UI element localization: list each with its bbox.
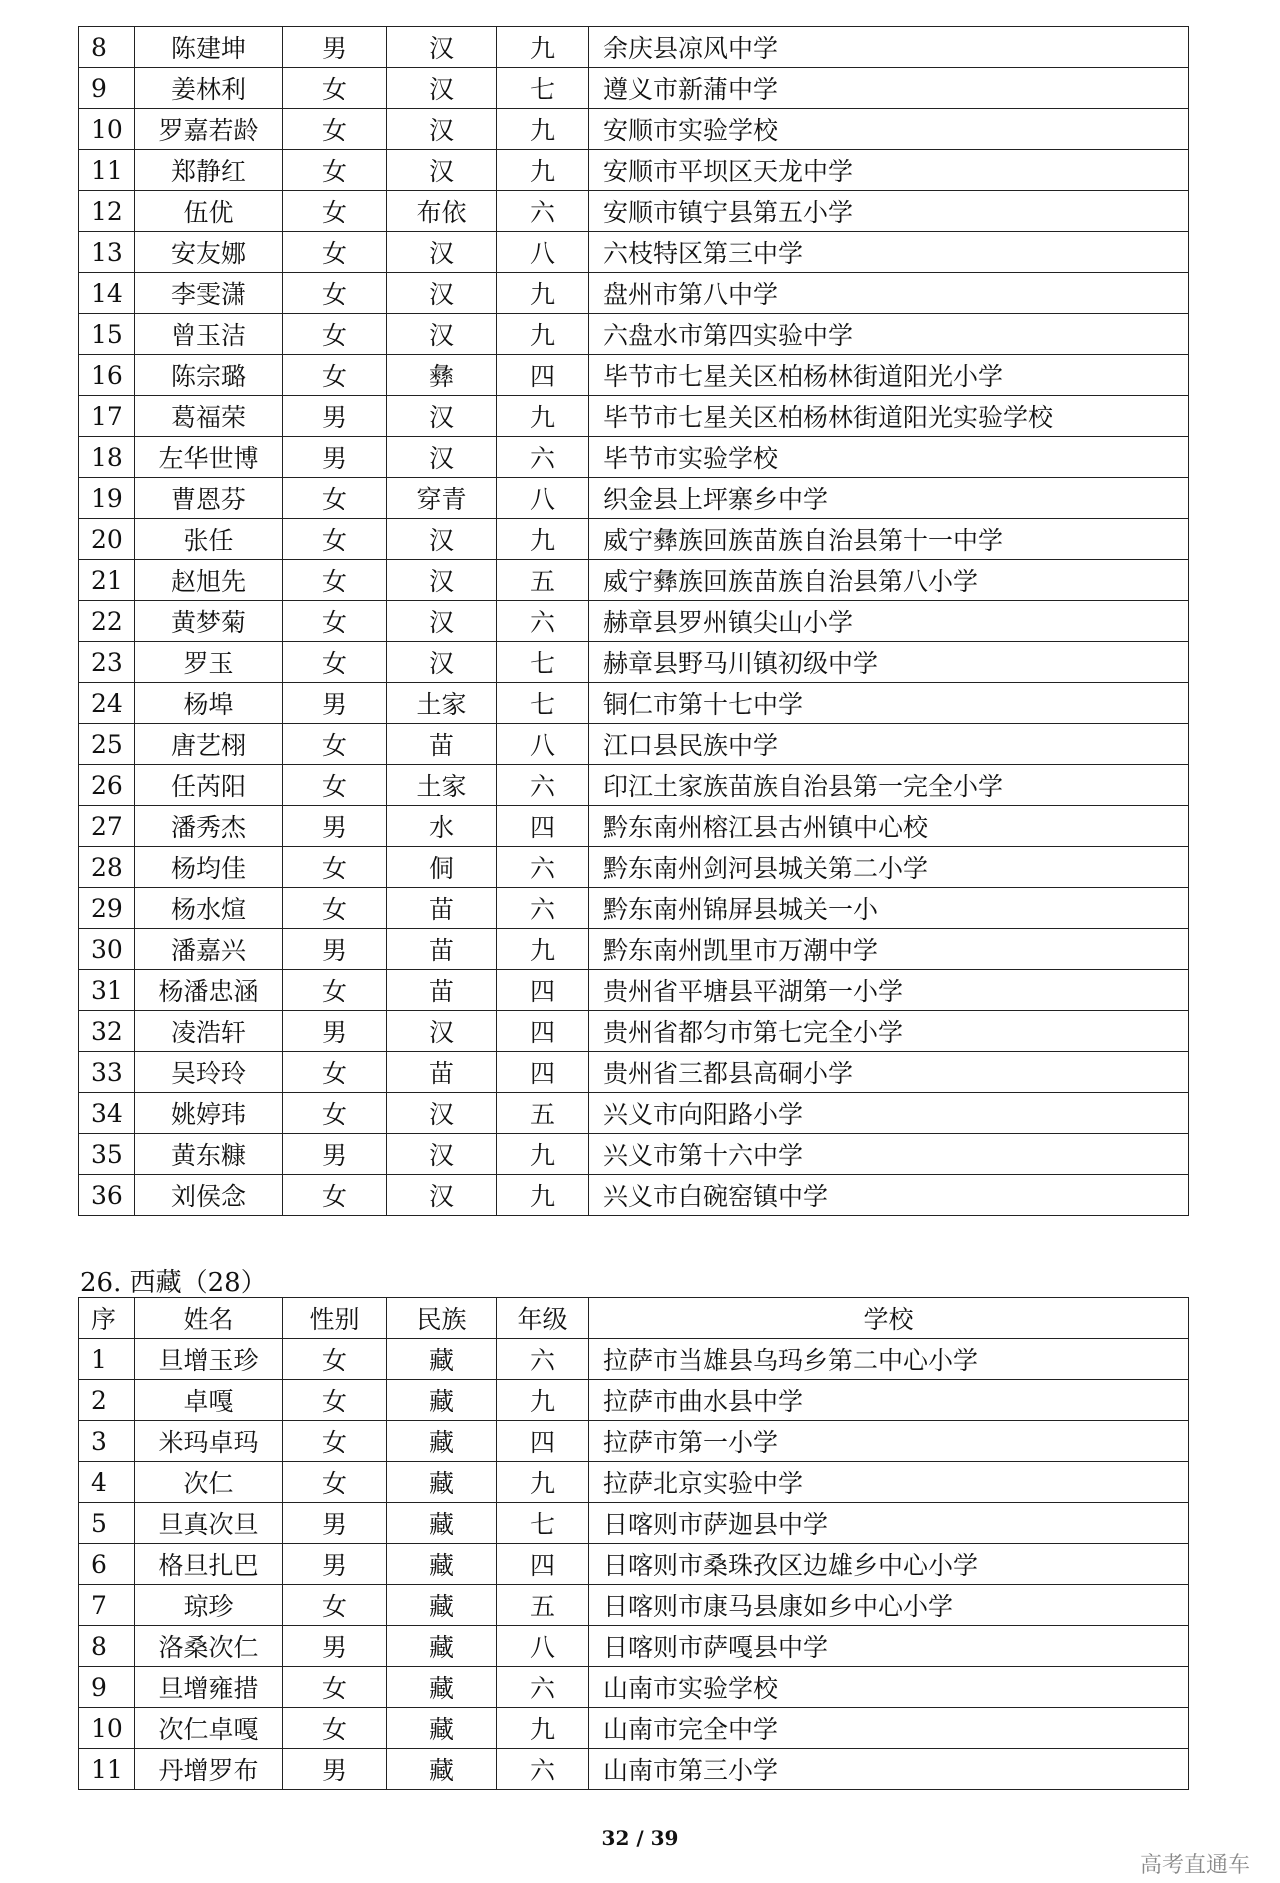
cell-grade: 七 <box>497 642 589 683</box>
cell-gender: 女 <box>283 1462 387 1503</box>
cell-gender: 女 <box>283 888 387 929</box>
cell-gender: 女 <box>283 601 387 642</box>
cell-grade: 四 <box>497 1544 589 1585</box>
cell-school: 盘州市第八中学 <box>589 273 1189 314</box>
cell-gender: 男 <box>283 1544 387 1585</box>
cell-ethnicity: 土家 <box>387 765 497 806</box>
header-school: 学校 <box>589 1298 1189 1339</box>
cell-ethnicity: 穿青 <box>387 478 497 519</box>
cell-school: 六枝特区第三中学 <box>589 232 1189 273</box>
table-row <box>79 806 1189 847</box>
cell-grade: 六 <box>497 765 589 806</box>
header-gender: 性别 <box>283 1298 387 1339</box>
cell-school: 赫章县罗州镇尖山小学 <box>589 601 1189 642</box>
table-row <box>79 1134 1189 1175</box>
cell-gender: 女 <box>283 724 387 765</box>
table-row <box>79 1380 1189 1421</box>
cell-school: 山南市完全中学 <box>589 1708 1189 1749</box>
cell-grade: 四 <box>497 1011 589 1052</box>
cell-seq: 32 <box>79 1011 135 1052</box>
cell-seq: 5 <box>79 1503 135 1544</box>
cell-seq: 10 <box>79 109 135 150</box>
cell-ethnicity: 汉 <box>387 1011 497 1052</box>
cell-seq: 11 <box>79 1749 135 1790</box>
cell-ethnicity: 藏 <box>387 1749 497 1790</box>
cell-ethnicity: 汉 <box>387 642 497 683</box>
cell-seq: 35 <box>79 1134 135 1175</box>
cell-name: 黄东糠 <box>135 1134 283 1175</box>
cell-ethnicity: 汉 <box>387 560 497 601</box>
cell-school: 黔东南州榕江县古州镇中心校 <box>589 806 1189 847</box>
cell-school: 日喀则市康马县康如乡中心小学 <box>589 1585 1189 1626</box>
cell-seq: 33 <box>79 1052 135 1093</box>
cell-seq: 8 <box>79 27 135 68</box>
cell-name: 任芮阳 <box>135 765 283 806</box>
cell-grade: 五 <box>497 560 589 601</box>
table-row <box>79 1708 1189 1749</box>
cell-name: 旦增雍措 <box>135 1667 283 1708</box>
cell-seq: 1 <box>79 1339 135 1380</box>
cell-ethnicity: 藏 <box>387 1667 497 1708</box>
cell-school: 毕节市七星关区柏杨林街道阳光实验学校 <box>589 396 1189 437</box>
cell-ethnicity: 汉 <box>387 68 497 109</box>
cell-gender: 女 <box>283 109 387 150</box>
table-row <box>79 765 1189 806</box>
cell-grade: 九 <box>497 1175 589 1216</box>
cell-school: 日喀则市萨迦县中学 <box>589 1503 1189 1544</box>
cell-grade: 六 <box>497 1667 589 1708</box>
cell-name: 卓嘎 <box>135 1380 283 1421</box>
table-row <box>79 314 1189 355</box>
cell-grade: 四 <box>497 1052 589 1093</box>
cell-ethnicity: 布依 <box>387 191 497 232</box>
cell-name: 洛桑次仁 <box>135 1626 283 1667</box>
cell-school: 威宁彝族回族苗族自治县第十一中学 <box>589 519 1189 560</box>
cell-name: 琼珍 <box>135 1585 283 1626</box>
cell-gender: 女 <box>283 519 387 560</box>
table-row <box>79 1339 1189 1380</box>
cell-gender: 女 <box>283 1585 387 1626</box>
table-row <box>79 1421 1189 1462</box>
cell-ethnicity: 苗 <box>387 1052 497 1093</box>
cell-name: 格旦扎巴 <box>135 1544 283 1585</box>
table-row <box>79 519 1189 560</box>
cell-ethnicity: 汉 <box>387 27 497 68</box>
cell-school: 日喀则市桑珠孜区边雄乡中心小学 <box>589 1544 1189 1585</box>
cell-gender: 女 <box>283 314 387 355</box>
cell-school: 贵州省都匀市第七完全小学 <box>589 1011 1189 1052</box>
cell-ethnicity: 藏 <box>387 1462 497 1503</box>
cell-school: 安顺市平坝区天龙中学 <box>589 150 1189 191</box>
cell-name: 安友娜 <box>135 232 283 273</box>
cell-seq: 8 <box>79 1626 135 1667</box>
cell-seq: 28 <box>79 847 135 888</box>
cell-seq: 26 <box>79 765 135 806</box>
cell-school: 印江土家族苗族自治县第一完全小学 <box>589 765 1189 806</box>
cell-name: 杨水煊 <box>135 888 283 929</box>
cell-school: 黔东南州凯里市万潮中学 <box>589 929 1189 970</box>
cell-grade: 九 <box>497 1380 589 1421</box>
cell-grade: 五 <box>497 1093 589 1134</box>
cell-gender: 男 <box>283 27 387 68</box>
cell-name: 杨均佳 <box>135 847 283 888</box>
cell-seq: 31 <box>79 970 135 1011</box>
cell-gender: 女 <box>283 1339 387 1380</box>
cell-gender: 男 <box>283 437 387 478</box>
cell-grade: 八 <box>497 232 589 273</box>
cell-name: 次仁卓嘎 <box>135 1708 283 1749</box>
cell-school: 安顺市镇宁县第五小学 <box>589 191 1189 232</box>
cell-school: 铜仁市第十七中学 <box>589 683 1189 724</box>
cell-name: 葛福荣 <box>135 396 283 437</box>
cell-name: 米玛卓玛 <box>135 1421 283 1462</box>
header-seq: 序 <box>79 1298 135 1339</box>
cell-grade: 九 <box>497 929 589 970</box>
cell-seq: 14 <box>79 273 135 314</box>
cell-gender: 女 <box>283 560 387 601</box>
cell-school: 毕节市实验学校 <box>589 437 1189 478</box>
cell-seq: 15 <box>79 314 135 355</box>
cell-seq: 16 <box>79 355 135 396</box>
cell-seq: 21 <box>79 560 135 601</box>
table-row <box>79 1175 1189 1216</box>
cell-gender: 女 <box>283 642 387 683</box>
table-row <box>79 478 1189 519</box>
table-row <box>79 847 1189 888</box>
cell-gender: 男 <box>283 1503 387 1544</box>
cell-gender: 女 <box>283 1421 387 1462</box>
cell-grade: 八 <box>497 1626 589 1667</box>
cell-name: 曹恩芬 <box>135 478 283 519</box>
table-row <box>79 437 1189 478</box>
cell-seq: 19 <box>79 478 135 519</box>
cell-grade: 六 <box>497 1339 589 1380</box>
cell-gender: 女 <box>283 68 387 109</box>
cell-name: 姚婷玮 <box>135 1093 283 1134</box>
cell-seq: 20 <box>79 519 135 560</box>
cell-ethnicity: 汉 <box>387 519 497 560</box>
cell-grade: 八 <box>497 724 589 765</box>
table-row <box>79 1585 1189 1626</box>
cell-school: 兴义市向阳路小学 <box>589 1093 1189 1134</box>
cell-school: 黔东南州剑河县城关第二小学 <box>589 847 1189 888</box>
guizhou-table <box>78 26 1189 1216</box>
cell-grade: 五 <box>497 1585 589 1626</box>
xizang-table-body <box>79 1339 1189 1790</box>
cell-seq: 11 <box>79 150 135 191</box>
cell-school: 拉萨市当雄县乌玛乡第二中心小学 <box>589 1339 1189 1380</box>
table-row <box>79 724 1189 765</box>
cell-name: 罗嘉若龄 <box>135 109 283 150</box>
cell-grade: 六 <box>497 601 589 642</box>
cell-gender: 男 <box>283 1011 387 1052</box>
cell-grade: 九 <box>497 1134 589 1175</box>
table-row <box>79 396 1189 437</box>
cell-gender: 男 <box>283 1626 387 1667</box>
table-row <box>79 68 1189 109</box>
cell-name: 次仁 <box>135 1462 283 1503</box>
cell-grade: 七 <box>497 1503 589 1544</box>
cell-name: 潘秀杰 <box>135 806 283 847</box>
cell-ethnicity: 汉 <box>387 1093 497 1134</box>
cell-grade: 六 <box>497 437 589 478</box>
cell-seq: 25 <box>79 724 135 765</box>
cell-name: 伍优 <box>135 191 283 232</box>
cell-school: 兴义市白碗窑镇中学 <box>589 1175 1189 1216</box>
cell-gender: 女 <box>283 355 387 396</box>
cell-seq: 18 <box>79 437 135 478</box>
table-row <box>79 355 1189 396</box>
cell-school: 拉萨市第一小学 <box>589 1421 1189 1462</box>
table-row <box>79 27 1189 68</box>
table-row <box>79 1011 1189 1052</box>
cell-ethnicity: 汉 <box>387 232 497 273</box>
cell-gender: 女 <box>283 970 387 1011</box>
cell-seq: 2 <box>79 1380 135 1421</box>
watermark: 高考直通车 <box>1139 1853 1250 1878</box>
table-row <box>79 1093 1189 1134</box>
table-row <box>79 683 1189 724</box>
cell-school: 山南市第三小学 <box>589 1749 1189 1790</box>
cell-seq: 3 <box>79 1421 135 1462</box>
cell-seq: 29 <box>79 888 135 929</box>
cell-ethnicity: 藏 <box>387 1339 497 1380</box>
table-row <box>79 1749 1189 1790</box>
cell-ethnicity: 苗 <box>387 888 497 929</box>
cell-grade: 九 <box>497 519 589 560</box>
cell-seq: 17 <box>79 396 135 437</box>
cell-name: 罗玉 <box>135 642 283 683</box>
cell-gender: 女 <box>283 232 387 273</box>
cell-grade: 九 <box>497 314 589 355</box>
cell-gender: 女 <box>283 1667 387 1708</box>
cell-school: 余庆县凉风中学 <box>589 27 1189 68</box>
cell-grade: 七 <box>497 683 589 724</box>
cell-name: 杨埠 <box>135 683 283 724</box>
cell-ethnicity: 藏 <box>387 1585 497 1626</box>
cell-grade: 六 <box>497 191 589 232</box>
cell-grade: 四 <box>497 355 589 396</box>
header-ethnicity: 民族 <box>387 1298 497 1339</box>
cell-name: 杨潘忠涵 <box>135 970 283 1011</box>
cell-grade: 九 <box>497 150 589 191</box>
cell-gender: 女 <box>283 273 387 314</box>
cell-ethnicity: 汉 <box>387 437 497 478</box>
cell-seq: 10 <box>79 1708 135 1749</box>
cell-school: 黔东南州锦屏县城关一小 <box>589 888 1189 929</box>
table-row <box>79 601 1189 642</box>
cell-school: 织金县上坪寨乡中学 <box>589 478 1189 519</box>
cell-name: 旦增玉珍 <box>135 1339 283 1380</box>
cell-school: 贵州省三都县高硐小学 <box>589 1052 1189 1093</box>
table-row <box>79 1544 1189 1585</box>
cell-school: 安顺市实验学校 <box>589 109 1189 150</box>
cell-gender: 男 <box>283 396 387 437</box>
cell-ethnicity: 汉 <box>387 273 497 314</box>
cell-gender: 男 <box>283 929 387 970</box>
cell-seq: 7 <box>79 1585 135 1626</box>
cell-seq: 4 <box>79 1462 135 1503</box>
cell-name: 凌浩轩 <box>135 1011 283 1052</box>
cell-school: 贵州省平塘县平湖第一小学 <box>589 970 1189 1011</box>
table-row <box>79 109 1189 150</box>
cell-name: 赵旭先 <box>135 560 283 601</box>
cell-grade: 四 <box>497 1421 589 1462</box>
cell-grade: 八 <box>497 478 589 519</box>
cell-seq: 34 <box>79 1093 135 1134</box>
cell-school: 拉萨市曲水县中学 <box>589 1380 1189 1421</box>
cell-ethnicity: 汉 <box>387 396 497 437</box>
cell-seq: 6 <box>79 1544 135 1585</box>
cell-gender: 男 <box>283 1749 387 1790</box>
cell-school: 六盘水市第四实验中学 <box>589 314 1189 355</box>
cell-grade: 六 <box>497 847 589 888</box>
cell-ethnicity: 藏 <box>387 1380 497 1421</box>
cell-seq: 13 <box>79 232 135 273</box>
cell-gender: 女 <box>283 1175 387 1216</box>
cell-ethnicity: 汉 <box>387 150 497 191</box>
cell-ethnicity: 苗 <box>387 970 497 1011</box>
table-row <box>79 642 1189 683</box>
header-grade: 年级 <box>497 1298 589 1339</box>
cell-name: 郑静红 <box>135 150 283 191</box>
cell-gender: 女 <box>283 765 387 806</box>
cell-ethnicity: 藏 <box>387 1544 497 1585</box>
cell-gender: 女 <box>283 1708 387 1749</box>
table-row <box>79 970 1189 1011</box>
cell-name: 唐艺栩 <box>135 724 283 765</box>
cell-ethnicity: 苗 <box>387 724 497 765</box>
cell-gender: 女 <box>283 478 387 519</box>
cell-gender: 女 <box>283 1052 387 1093</box>
cell-grade: 六 <box>497 888 589 929</box>
cell-gender: 女 <box>283 150 387 191</box>
table-row <box>79 929 1189 970</box>
cell-ethnicity: 藏 <box>387 1421 497 1462</box>
cell-seq: 22 <box>79 601 135 642</box>
cell-gender: 男 <box>283 1134 387 1175</box>
cell-grade: 九 <box>497 27 589 68</box>
table-row <box>79 1626 1189 1667</box>
table-row <box>79 191 1189 232</box>
cell-name: 旦真次旦 <box>135 1503 283 1544</box>
cell-name: 丹增罗布 <box>135 1749 283 1790</box>
cell-seq: 9 <box>79 1667 135 1708</box>
cell-school: 赫章县野马川镇初级中学 <box>589 642 1189 683</box>
cell-school: 毕节市七星关区柏杨林街道阳光小学 <box>589 355 1189 396</box>
guizhou-table-body <box>79 27 1189 1216</box>
cell-ethnicity: 水 <box>387 806 497 847</box>
cell-grade: 九 <box>497 1462 589 1503</box>
cell-name: 左华世博 <box>135 437 283 478</box>
cell-school: 日喀则市萨嘎县中学 <box>589 1626 1189 1667</box>
cell-ethnicity: 汉 <box>387 314 497 355</box>
table-row <box>79 888 1189 929</box>
table-row <box>79 560 1189 601</box>
table-row <box>79 1462 1189 1503</box>
cell-seq: 23 <box>79 642 135 683</box>
cell-school: 兴义市第十六中学 <box>589 1134 1189 1175</box>
cell-school: 拉萨北京实验中学 <box>589 1462 1189 1503</box>
cell-name: 陈宗璐 <box>135 355 283 396</box>
table-row <box>79 1052 1189 1093</box>
cell-gender: 女 <box>283 1093 387 1134</box>
cell-ethnicity: 藏 <box>387 1708 497 1749</box>
cell-ethnicity: 土家 <box>387 683 497 724</box>
cell-school: 威宁彝族回族苗族自治县第八小学 <box>589 560 1189 601</box>
cell-name: 张任 <box>135 519 283 560</box>
cell-school: 遵义市新蒲中学 <box>589 68 1189 109</box>
cell-gender: 女 <box>283 191 387 232</box>
table-row <box>79 150 1189 191</box>
cell-grade: 九 <box>497 1708 589 1749</box>
cell-name: 曾玉洁 <box>135 314 283 355</box>
cell-gender: 女 <box>283 847 387 888</box>
cell-seq: 9 <box>79 68 135 109</box>
cell-ethnicity: 汉 <box>387 1134 497 1175</box>
cell-name: 姜林利 <box>135 68 283 109</box>
xizang-table <box>78 1297 1189 1790</box>
cell-gender: 女 <box>283 1380 387 1421</box>
cell-seq: 30 <box>79 929 135 970</box>
table-row <box>79 1667 1189 1708</box>
table-row <box>79 273 1189 314</box>
cell-name: 吴玲玲 <box>135 1052 283 1093</box>
table-row <box>79 1503 1189 1544</box>
cell-ethnicity: 汉 <box>387 601 497 642</box>
cell-ethnicity: 彝 <box>387 355 497 396</box>
section-title-xizang: 26. 西藏（28） <box>80 1268 267 1298</box>
cell-seq: 27 <box>79 806 135 847</box>
cell-name: 潘嘉兴 <box>135 929 283 970</box>
cell-seq: 12 <box>79 191 135 232</box>
cell-grade: 九 <box>497 109 589 150</box>
cell-grade: 六 <box>497 1749 589 1790</box>
cell-ethnicity: 汉 <box>387 1175 497 1216</box>
cell-ethnicity: 藏 <box>387 1503 497 1544</box>
cell-grade: 九 <box>497 396 589 437</box>
cell-seq: 24 <box>79 683 135 724</box>
cell-ethnicity: 汉 <box>387 109 497 150</box>
cell-gender: 男 <box>283 683 387 724</box>
cell-school: 江口县民族中学 <box>589 724 1189 765</box>
cell-name: 黄梦菊 <box>135 601 283 642</box>
cell-name: 陈建坤 <box>135 27 283 68</box>
cell-grade: 四 <box>497 806 589 847</box>
cell-name: 李雯潇 <box>135 273 283 314</box>
cell-school: 山南市实验学校 <box>589 1667 1189 1708</box>
page-number: 32 / 39 <box>601 1826 679 1850</box>
cell-grade: 七 <box>497 68 589 109</box>
cell-seq: 36 <box>79 1175 135 1216</box>
table-row <box>79 232 1189 273</box>
cell-name: 刘侯念 <box>135 1175 283 1216</box>
cell-gender: 男 <box>283 806 387 847</box>
cell-ethnicity: 侗 <box>387 847 497 888</box>
cell-grade: 四 <box>497 970 589 1011</box>
cell-ethnicity: 藏 <box>387 1626 497 1667</box>
header-name: 姓名 <box>135 1298 283 1339</box>
header-row <box>79 1298 1189 1339</box>
cell-ethnicity: 苗 <box>387 929 497 970</box>
cell-grade: 九 <box>497 273 589 314</box>
